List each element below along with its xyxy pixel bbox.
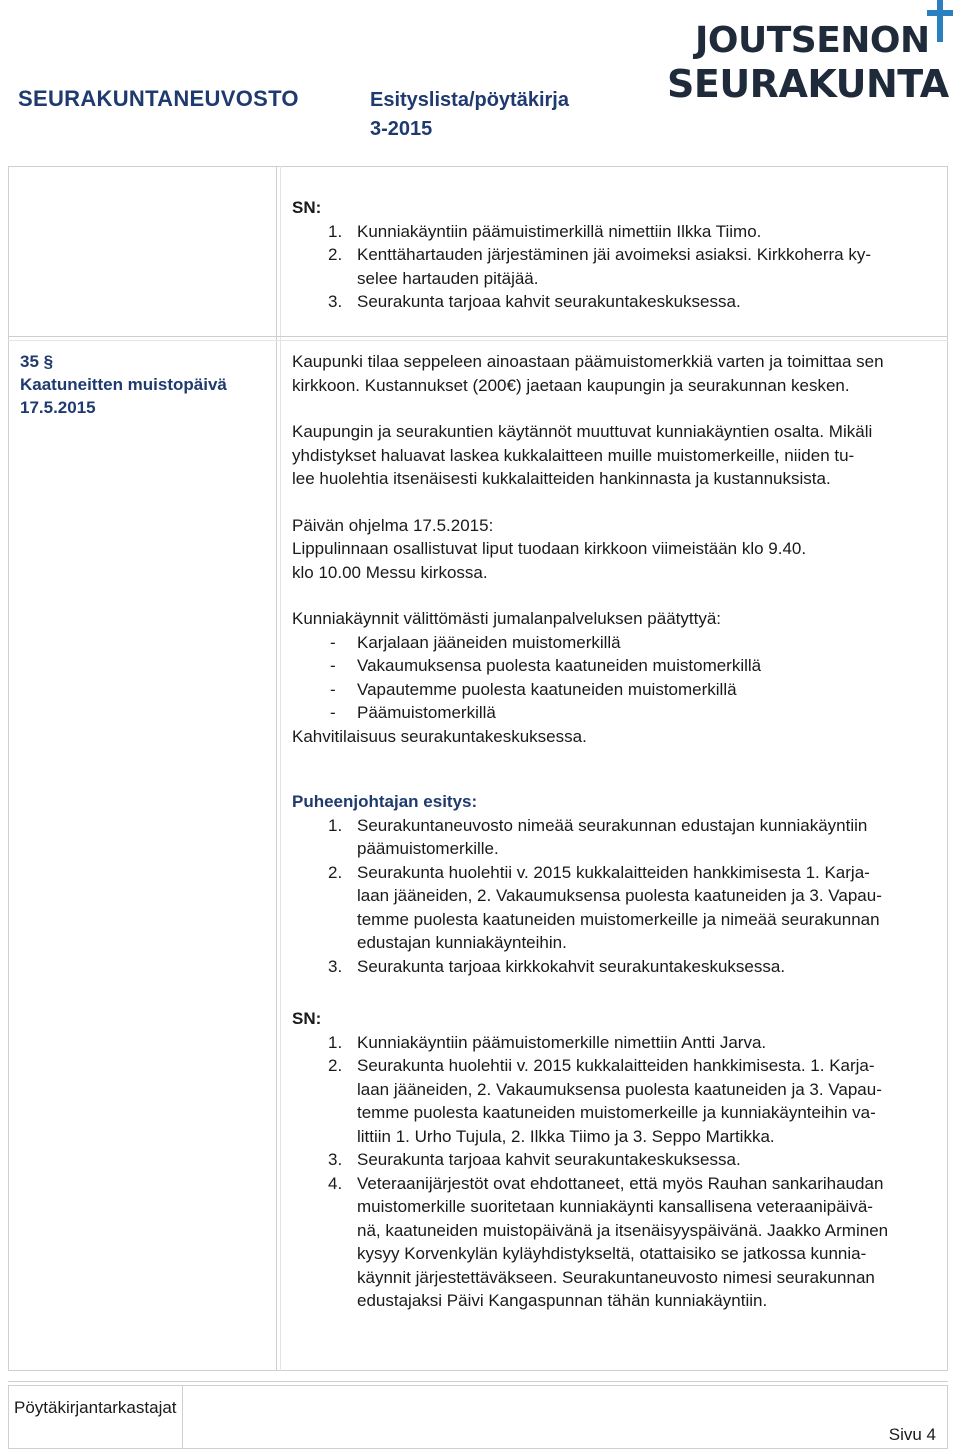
row-divider: [8, 336, 948, 337]
document-type: [370, 86, 569, 144]
section-title: Kaatuneitten muistopäivä: [20, 375, 227, 394]
visits-paragraph: Kunniakäynnit välittömästi jumalanpalveluksen päätyttyä: - Karjalaan jääneiden muistomerkillä - Vakaumuksensa puolesta kaatuneiden muistomerkillä - Vapautemme puolesta kaatuneiden muistomerkillä - Päämuistomerkillä Kahvitilaisuus seurakuntakeskuksessa.: [292, 607, 942, 748]
list-item: 1. Seurakuntaneuvosto nimeää seurakunnan edustajan kunniakäyntiin päämuistomerkille.: [328, 815, 868, 858]
list-item: - Päämuistomerkillä: [330, 703, 496, 722]
row-divider-inner: [8, 340, 948, 341]
list-item: 2. Seurakunta huolehtii v. 2015 kukkalaitteiden hankkimisesta 1. Karja- laan jääneiden, 2. Vakaumuksensa puolesta kaatuneiden ja 3. Vapau- temme puolesta kaatuneiden muistomerkeille ja nimeää seurakunnan edustajan kunniakäynteihin.: [328, 862, 882, 952]
list-item: 3. Seurakunta tarjoaa kahvit seurakuntakeskuksessa.: [328, 1150, 741, 1169]
previous-decisions: [292, 196, 942, 314]
paragraph: Kaupungin ja seurakuntien käytännöt muuttuvat kunniakäyntien osalta. Mikäli yhdistykset haluavat laskea kukkalaitteen muille muistomerkeille, niiden tu- lee huolehtia itsenäisesti kukkalaitteiden hankinnasta ja kustannuksista.: [292, 422, 873, 488]
list-item: 1. Kunniakäyntiin päämuistomerkille nimettiin Antti Jarva.: [328, 1032, 767, 1052]
list-item: 3. Seurakunta tarjoaa kirkkokahvit seurakuntakeskuksessa.: [328, 956, 786, 976]
section-body: [292, 350, 942, 748]
list-item: 2. Kenttähartauden järjestäminen jäi avoimeksi asiaksi. Kirkkoherra ky-: [328, 245, 872, 264]
cross-icon: [927, 0, 953, 42]
list-item: 4. Veteraanijärjestöt ovat ehdottaneet, että myös Rauhan sankarihaudan muistomerkille suoritetaan kunniakäynti kansallisena veteraanipäivä- nä, kaatuneiden muistopäivänä ja itsenäisyyspäivänä. Jaakko Arminen kysyy Korvenkylän kyläyhdistykseltä, otattaisiko se jatkossa kunnia- käynnit järjestettäväkseen. Seurakuntaneuvosto nimesi seurakunnan edustajaksi Päivi Kangaspunnan tähän kunniakäyntiin.: [328, 1173, 889, 1310]
column-divider: [276, 166, 277, 1371]
page-number: Sivu 4: [888, 1425, 936, 1444]
list-item: 2. Seurakunta huolehtii v. 2015 kukkalaitteiden hankkimisesta. 1. Karja- laan jääneiden, 2. Vakaumuksensa puolesta kaatuneiden ja 3. Vapau- temme puolesta kaatuneiden muistomerkeille ja kunniakäynteihin va- littiin 1. Urho Tujula, 2. Ilkka Tiimo ja 3. Seppo Martikka.: [328, 1056, 882, 1146]
program-paragraph: Päivän ohjelma 17.5.2015: Lippulinnaan osallistuvat liput tuodaan kirkkoon viimeistään klo 9.40. klo 10.00 Messu kirkossa.: [292, 515, 807, 582]
logo-line-2: SEURAKUNTA: [667, 62, 949, 106]
sn-label: SN:: [292, 1009, 322, 1028]
paragraph: Kaupunki tilaa seppeleen ainoastaan päämuistomerkkiä varten ja toimittaa sen kirkkoon. Kustannukset (200€) jaetaan kaupungin ja seurakunnan kesken.: [292, 352, 884, 395]
logo-line-1: JOUTSENON: [695, 20, 930, 61]
decision: [292, 1007, 942, 1313]
column-divider-inner: [280, 166, 281, 1371]
section-number: 35 §: [20, 352, 54, 371]
parish-logo: [665, 0, 960, 120]
section-date: 17.5.2015: [20, 398, 96, 417]
chair-proposal: [292, 790, 942, 978]
proposal-label: Puheenjohtajan esitys:: [292, 792, 478, 811]
section-heading: [20, 350, 270, 419]
reviewers-label: Pöytäkirjantarkastajat: [14, 1398, 177, 1417]
document-number: 3-2015: [370, 118, 433, 140]
footer-divider: [182, 1385, 183, 1449]
document-type-label: Esityslista/pöytäkirja: [370, 89, 569, 111]
list-item: - Karjalaan jääneiden muistomerkillä: [330, 632, 621, 652]
footer-rule: [8, 1381, 948, 1382]
list-item: - Vakaumuksensa puolesta kaatuneiden muistomerkillä: [330, 656, 762, 675]
list-item: 1. Kunniakäyntiin päämuistimerkillä nimettiin Ilkka Tiimo.: [328, 221, 762, 241]
list-item: - Vapautemme puolesta kaatuneiden muistomerkillä: [330, 679, 737, 699]
sn-label: SN:: [292, 198, 322, 217]
council-title: SEURAKUNTANEUVOSTO: [18, 86, 299, 111]
list-item: selee hartauden pitäjää.: [357, 268, 539, 288]
list-item: 3. Seurakunta tarjoaa kahvit seurakuntakeskuksessa.: [328, 292, 741, 311]
